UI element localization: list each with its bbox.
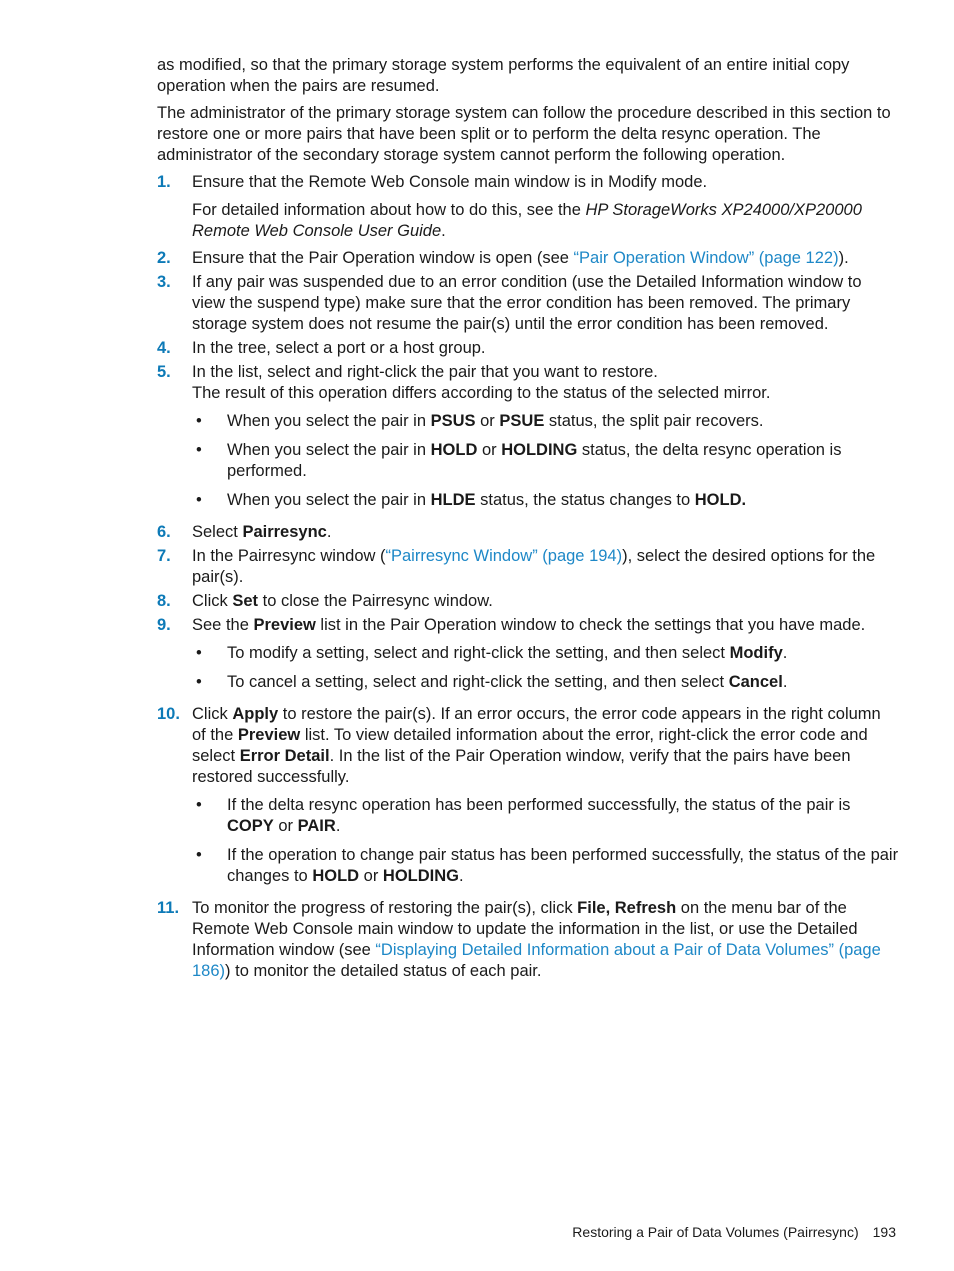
step-text: Select Pairresync. [192, 523, 332, 541]
step-number: 5. [157, 363, 171, 381]
bullet-list [192, 411, 899, 511]
step-10 [157, 704, 899, 895]
list-item: • When you select the pair in HLDE status, the status changes to HOLD. [196, 491, 747, 509]
list-item: • To cancel a setting, select and right-click the setting, and then select Cancel. [196, 673, 788, 691]
step-number: 2. [157, 249, 171, 267]
step-7 [157, 546, 899, 588]
step-5 [157, 362, 899, 519]
step-text: Ensure that the Pair Operation window is open (see “Pair Operation Window” (page 122)). [192, 249, 849, 267]
step-number: 9. [157, 616, 171, 634]
step-1 [157, 172, 899, 245]
intro-paragraph: as modified, so that the primary storage system performs the equivalent of an entire initial copy operation when the pairs are resumed. [157, 56, 850, 95]
bullet-list [192, 643, 899, 693]
step-number: 7. [157, 547, 171, 565]
page-number: 193 [872, 1224, 896, 1240]
step-number: 4. [157, 339, 171, 357]
list-item: • To modify a setting, select and right-click the setting, and then select Modify. [196, 644, 788, 662]
step-text: In the Pairresync window (“Pairresync Window” (page 194)), select the desired options for the pair(s). [192, 547, 876, 586]
step-4 [157, 338, 899, 359]
guide-title: HP StorageWorks XP24000/XP20000 Remote Web Console User Guide [192, 201, 862, 240]
step-number: 8. [157, 592, 171, 610]
step-text: In the tree, select a port or a host group. [192, 339, 486, 357]
cross-reference-link[interactable]: “Pair Operation Window” (page 122) [573, 249, 839, 267]
step-3 [157, 272, 899, 335]
step-text: Click Apply to restore the pair(s). If an error occurs, the error code appears in the right column of the Preview list. To view detailed information about the error, right-click the error code and select Error Detail. In the list of the Pair Operation window, verify that the pairs have been restored successfully. [192, 705, 881, 786]
step-text: Ensure that the Remote Web Console main window is in Modify mode. [192, 173, 708, 191]
step-number: 6. [157, 523, 171, 541]
step-text: To monitor the progress of restoring the pair(s), click File, Refresh on the menu bar of the Remote Web Console main window to update the information in the list, or use the Detailed Information window (see “Displaying Detailed Information about a Pair of Data Volumes” (page 186)) to monitor the detailed status of each pair. [192, 899, 881, 980]
step-text: In the list, select and right-click the pair that you want to restore. [192, 363, 658, 381]
step-text: See the Preview list in the Pair Operation window to check the settings that you have made. [192, 616, 866, 634]
intro-paragraph: The administrator of the primary storage system can follow the procedure described in this section to restore one or more pairs that have been split or to perform the delta resync operation. The administrator of the secondary storage system cannot perform the following operation. [157, 104, 891, 164]
step-text: If any pair was suspended due to an error condition (use the Detailed Information window to view the suspend type) make sure that the error condition has been removed. The primary storage system does not resume the pair(s) until the error condition has been removed. [192, 273, 862, 333]
page-footer [572, 1222, 896, 1243]
step-note: For detailed information about how to do this, see the HP StorageWorks XP24000/XP20000 Remote Web Console User Guide. [192, 201, 862, 240]
step-2 [157, 248, 899, 269]
bullet-list [192, 795, 899, 887]
step-text: Click Set to close the Pairresync window. [192, 592, 493, 610]
step-9 [157, 615, 899, 701]
cross-reference-link[interactable]: “Pairresync Window” (page 194) [385, 547, 623, 565]
footer-section-title: Restoring a Pair of Data Volumes (Pairresync) [572, 1224, 859, 1240]
list-item: • When you select the pair in PSUS or PSUE status, the split pair recovers. [196, 412, 764, 430]
step-6 [157, 522, 899, 543]
list-item: • When you select the pair in HOLD or HOLDING status, the delta resync operation is performed. [196, 441, 842, 480]
step-number: 10. [157, 705, 180, 723]
step-number: 11. [157, 899, 180, 917]
step-8 [157, 591, 899, 612]
step-11 [157, 898, 899, 982]
step-number: 1. [157, 173, 171, 191]
step-number: 3. [157, 273, 171, 291]
page-content [157, 55, 899, 985]
step-text: The result of this operation differs according to the status of the selected mirror. [192, 384, 771, 402]
list-item: • If the delta resync operation has been performed successfully, the status of the pair is COPY or PAIR. [196, 796, 851, 835]
cross-reference-link[interactable]: “Displaying Detailed Information about a Pair of Data Volumes” (page 186) [192, 941, 881, 980]
list-item: • If the operation to change pair status has been performed successfully, the status of the pair changes to HOLD or HOLDING. [196, 846, 899, 885]
